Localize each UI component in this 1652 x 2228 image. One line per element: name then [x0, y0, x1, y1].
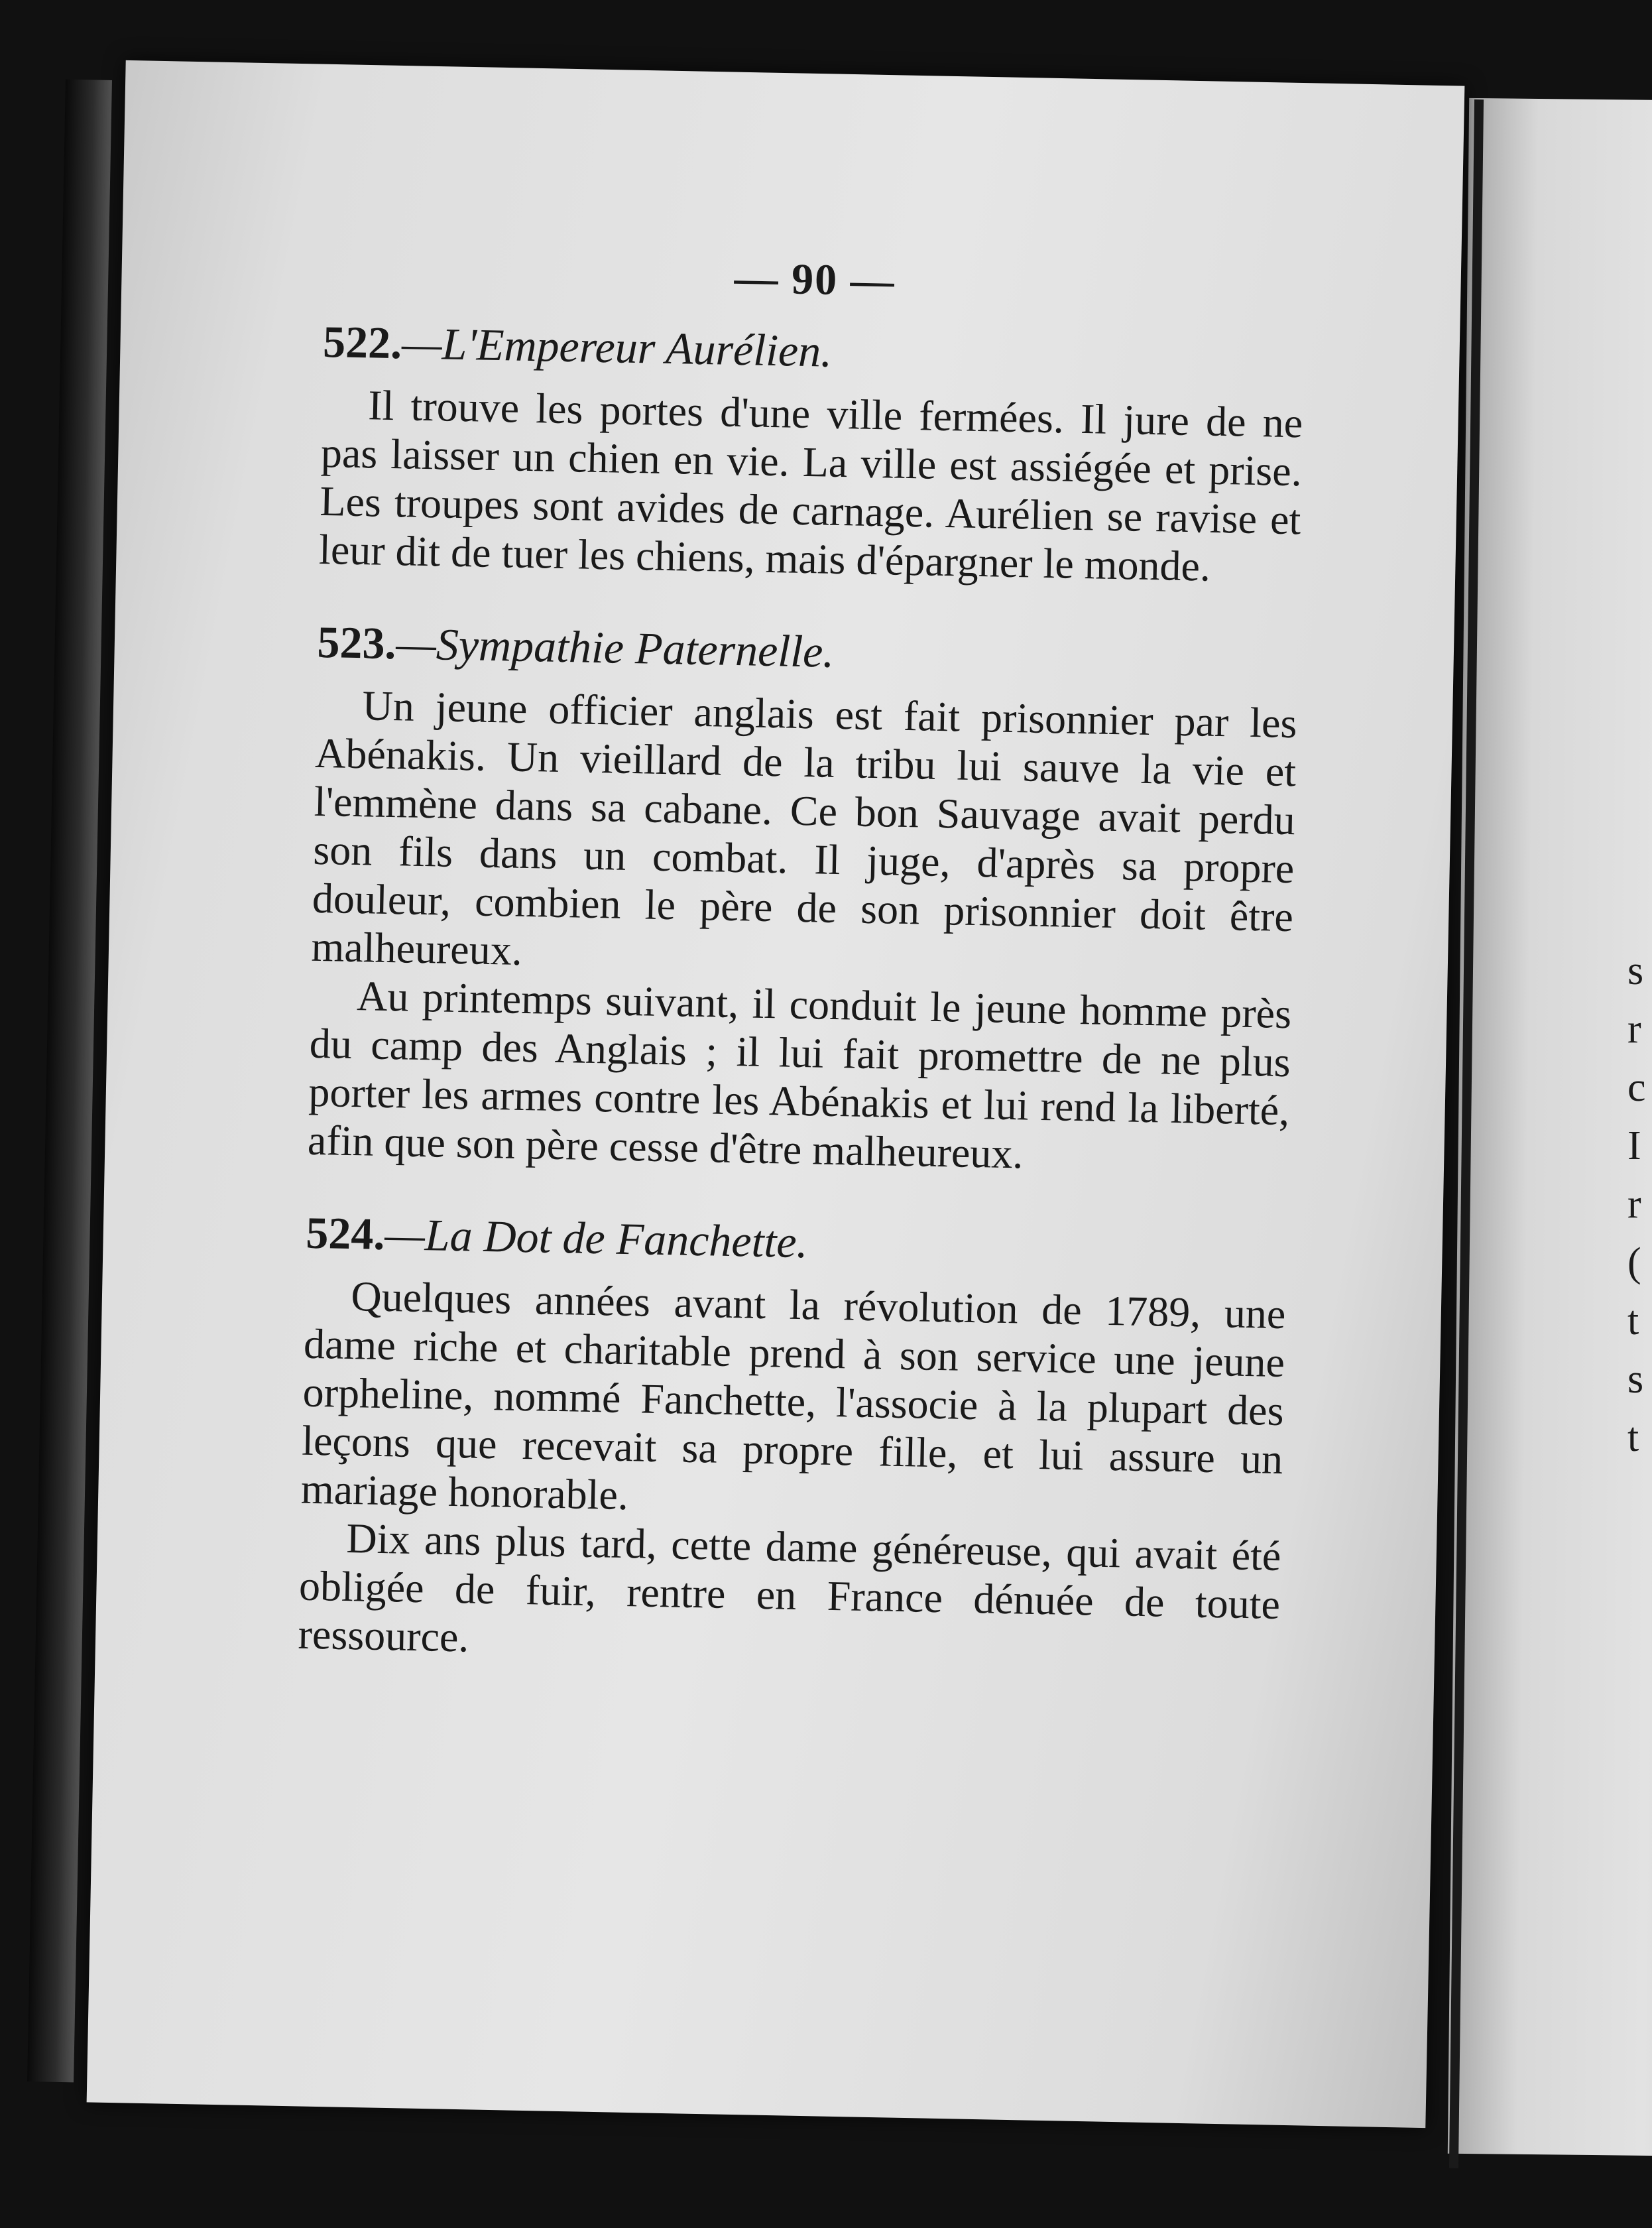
entry-heading	[317, 616, 1299, 687]
fragment-letter: r	[1627, 1182, 1641, 1227]
fragment-letter: c	[1627, 1065, 1646, 1110]
entry-number: 524.	[305, 1207, 386, 1260]
entry-522	[318, 316, 1304, 592]
entry-title: —L'Empereur Aurélien.	[401, 318, 833, 377]
entry-paragraph: Un jeune officier anglais est fait prisonnier par les Abénakis. Un vieillard de la tribu lui sauve la vie et l'emmène dans sa cabane. Ce bon Sauvage avait perdu son fils dans un combat. Il juge, d'après sa propre douleur, combien le père de son prisonnier doit être malheureux.	[311, 682, 1298, 974]
entry-title: —La Dot de Fanchette.	[384, 1209, 809, 1268]
entry-paragraph: Il trouve les portes d'une ville fermées. Il jure de ne pas laisser un chien en vie. La ville est assiégée et prise. Les troupes sont avides de carnage. Aurélien se ravise et leur dit de tuer les chiens, mais d'épargner le monde.	[318, 381, 1303, 590]
fragment-letter: s	[1627, 1357, 1644, 1402]
entry-number: 522.	[322, 316, 402, 369]
page-content	[297, 245, 1306, 1719]
page-number: — 90 —	[733, 253, 896, 306]
fragment-letter: I	[1627, 1123, 1641, 1168]
fragment-letter: s	[1627, 948, 1644, 993]
entry-number: 523.	[316, 616, 397, 669]
fragment-letter: (	[1627, 1240, 1641, 1285]
entry-523	[307, 616, 1299, 1183]
entry-paragraph: Dix ans plus tard, cette dame généreuse, qui avait été obligée de fuir, rentre en France dénuée de toute ressource.	[298, 1514, 1282, 1661]
adjacent-page-text-fragment	[1627, 942, 1652, 1467]
entry-heading	[322, 316, 1304, 387]
entry-paragraph: Quelques années avant la révolution de 1789, une dame riche et charitable prend à son service une jeune orpheline, nommé Fanchette, l'associe à la plupart des leçons que recevait sa propre fille, et lui assure un mariage honorable.	[300, 1272, 1287, 1519]
entry-title: —Sympathie Paternelle.	[395, 618, 835, 677]
entry-heading	[306, 1207, 1287, 1278]
fragment-letter: t	[1627, 1298, 1639, 1343]
entry-paragraph: Au printemps suivant, il conduit le jeune homme près du camp des Anglais ; il lui fait promettre de ne plus porter les armes contre les Abénakis et lui rend la liberté, afin que son père cesse d'être malheureux.	[307, 972, 1292, 1178]
fragment-letter: t	[1627, 1415, 1639, 1460]
entry-524	[298, 1207, 1287, 1677]
fragment-letter: r	[1627, 1007, 1641, 1052]
